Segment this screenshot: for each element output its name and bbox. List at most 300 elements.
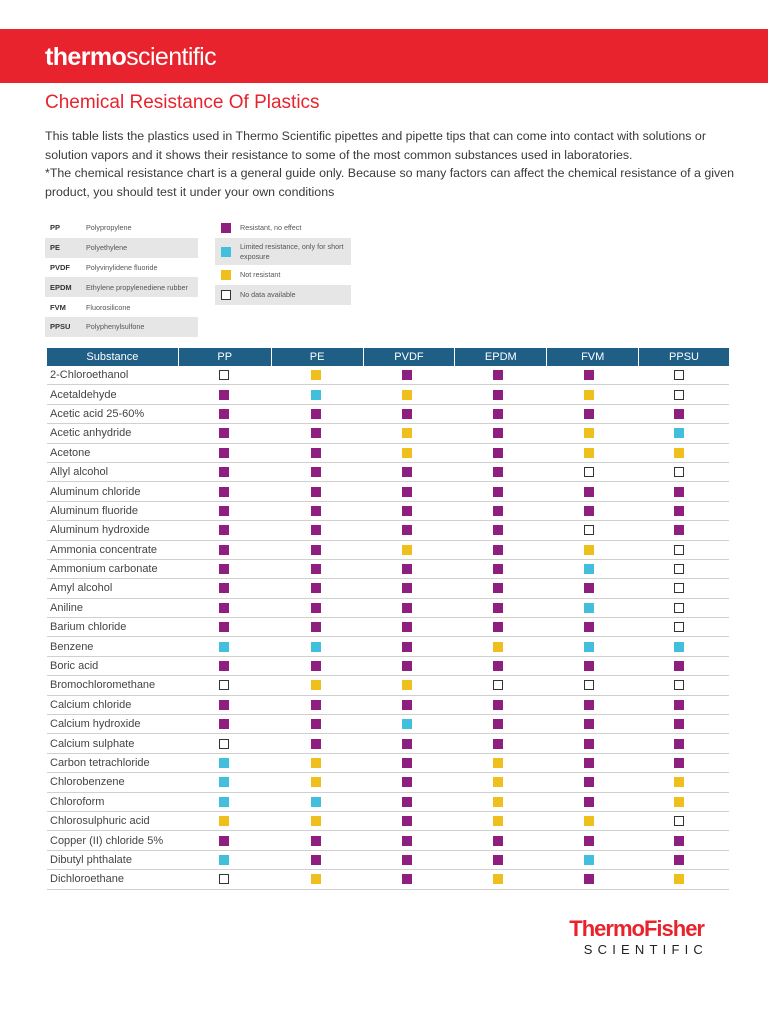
rating-cell — [178, 390, 270, 400]
table-row — [47, 870, 729, 889]
resistant-icon — [674, 506, 684, 516]
table-row — [47, 385, 729, 404]
rating-cell — [178, 836, 270, 846]
rating-cell — [543, 564, 634, 574]
key-label: Limited resistance, only for short exposure — [240, 241, 344, 261]
rating-cell — [452, 836, 543, 846]
rating-cell — [543, 680, 634, 690]
not-resistant-icon — [402, 680, 412, 690]
table-row — [47, 599, 729, 618]
column-header: PVDF — [364, 348, 455, 366]
logo-wordmark: ThermoFisher — [569, 916, 704, 941]
limited-resistance-icon — [584, 642, 594, 652]
rating-cell — [270, 525, 361, 535]
rating-cell — [361, 642, 452, 652]
resistant-icon — [674, 739, 684, 749]
rating-cell — [178, 758, 270, 768]
abbreviation-legend — [45, 218, 198, 337]
resistant-icon — [219, 525, 229, 535]
key-label: Not resistant — [240, 270, 281, 279]
rating-cell — [634, 448, 724, 458]
key-row — [215, 238, 351, 265]
abbreviation-name: Polyvinylidene fluoride — [86, 262, 158, 272]
resistant-icon — [674, 719, 684, 729]
disclaimer-paragraph: *The chemical resistance chart is a general guide only. Because so many factors can affect the chemical resistance of a given product, you should test it under your own conditions — [45, 166, 734, 199]
no-data-icon — [584, 680, 594, 690]
resistant-icon — [493, 622, 503, 632]
limited-resistance-icon — [584, 855, 594, 865]
no-data-icon — [674, 816, 684, 826]
rating-cell — [270, 642, 361, 652]
rating-cell — [270, 467, 361, 477]
rating-cell — [178, 487, 270, 497]
key-row — [215, 218, 351, 238]
rating-cell — [543, 428, 634, 438]
abbreviation-code: PPSU — [50, 322, 71, 332]
resistant-icon — [584, 370, 594, 380]
abbreviation-code: PP — [50, 223, 61, 233]
rating-cell — [178, 448, 270, 458]
rating-cell — [634, 506, 724, 516]
rating-cell — [543, 777, 634, 787]
table-row — [47, 618, 729, 637]
resistant-icon — [493, 448, 503, 458]
resistant-icon — [219, 622, 229, 632]
not-resistant-icon — [311, 816, 321, 826]
abbreviation-row — [45, 218, 198, 238]
resistant-icon — [402, 874, 412, 884]
resistant-icon — [493, 700, 503, 710]
rating-cell — [452, 603, 543, 613]
rating-cell — [634, 564, 724, 574]
key-swatch-icon — [221, 270, 231, 280]
resistant-icon — [493, 390, 503, 400]
resistant-icon — [674, 700, 684, 710]
resistant-icon — [311, 564, 321, 574]
resistant-icon — [584, 409, 594, 419]
resistant-icon — [584, 758, 594, 768]
rating-cell — [361, 564, 452, 574]
table-row — [47, 463, 729, 482]
rating-cell — [452, 816, 543, 826]
limited-resistance-icon — [219, 797, 229, 807]
resistant-icon — [493, 370, 503, 380]
rating-cell — [452, 855, 543, 865]
resistant-icon — [219, 467, 229, 477]
rating-cell — [361, 700, 452, 710]
rating-cell — [634, 428, 724, 438]
no-data-icon — [674, 370, 684, 380]
substance-name: Barium chloride — [50, 621, 127, 634]
resistant-icon — [311, 583, 321, 593]
not-resistant-icon — [674, 777, 684, 787]
resistant-icon — [402, 506, 412, 516]
rating-cell — [361, 370, 452, 380]
not-resistant-icon — [584, 448, 594, 458]
no-data-icon — [584, 467, 594, 477]
resistant-icon — [493, 603, 503, 613]
no-data-icon — [219, 370, 229, 380]
substance-name: Acetic acid 25-60% — [50, 407, 145, 420]
resistant-icon — [674, 855, 684, 865]
rating-cell — [178, 680, 270, 690]
rating-cell — [452, 390, 543, 400]
rating-cell — [270, 797, 361, 807]
rating-cell — [178, 816, 270, 826]
resistant-icon — [584, 739, 594, 749]
rating-cell — [634, 874, 724, 884]
rating-cell — [178, 583, 270, 593]
rating-cell — [634, 390, 724, 400]
no-data-icon — [493, 680, 503, 690]
resistant-icon — [584, 506, 594, 516]
substance-name: Acetone — [50, 446, 91, 459]
rating-cell — [361, 487, 452, 497]
rating-cell — [543, 719, 634, 729]
table-row — [47, 366, 729, 385]
rating-cell — [178, 642, 270, 652]
resistant-icon — [584, 874, 594, 884]
rating-cell — [361, 622, 452, 632]
substance-name: Copper (II) chloride 5% — [50, 834, 164, 847]
resistant-icon — [311, 428, 321, 438]
rating-cell — [361, 797, 452, 807]
rating-cell — [452, 583, 543, 593]
resistant-icon — [493, 428, 503, 438]
abbreviation-row — [45, 277, 198, 297]
rating-cell — [178, 525, 270, 535]
limited-resistance-icon — [674, 428, 684, 438]
resistant-icon — [219, 448, 229, 458]
substance-name: Allyl alcohol — [50, 466, 109, 479]
no-data-icon — [674, 680, 684, 690]
resistant-icon — [674, 758, 684, 768]
rating-cell — [270, 564, 361, 574]
not-resistant-icon — [311, 874, 321, 884]
rating-cell — [178, 603, 270, 613]
resistant-icon — [584, 700, 594, 710]
column-header: Substance — [47, 348, 178, 366]
rating-cell — [270, 390, 361, 400]
rating-cell — [270, 583, 361, 593]
rating-cell — [270, 855, 361, 865]
rating-cell — [543, 390, 634, 400]
key-row — [215, 285, 351, 305]
table-row — [47, 541, 729, 560]
rating-cell — [452, 661, 543, 671]
rating-cell — [178, 409, 270, 419]
rating-cell — [270, 700, 361, 710]
rating-cell — [361, 680, 452, 690]
resistant-icon — [674, 836, 684, 846]
rating-cell — [270, 816, 361, 826]
not-resistant-icon — [674, 448, 684, 458]
resistant-icon — [402, 603, 412, 613]
rating-cell — [452, 797, 543, 807]
rating-cell — [543, 642, 634, 652]
key-row — [215, 265, 351, 285]
rating-cell — [270, 487, 361, 497]
resistant-icon — [402, 700, 412, 710]
substance-name: Ammonia concentrate — [50, 543, 157, 556]
resistant-icon — [219, 583, 229, 593]
resistant-icon — [584, 797, 594, 807]
column-header: EPDM — [455, 348, 546, 366]
limited-resistance-icon — [402, 719, 412, 729]
column-header: PE — [272, 348, 363, 366]
resistant-icon — [493, 545, 503, 555]
table-row — [47, 560, 729, 579]
rating-cell — [634, 370, 724, 380]
rating-cell — [270, 545, 361, 555]
resistant-icon — [402, 370, 412, 380]
resistance-table — [47, 348, 729, 890]
not-resistant-icon — [584, 428, 594, 438]
resistant-icon — [674, 525, 684, 535]
not-resistant-icon — [493, 642, 503, 652]
rating-cell — [178, 467, 270, 477]
substance-name: Boric acid — [50, 660, 99, 673]
rating-cell — [178, 622, 270, 632]
rating-cell — [452, 370, 543, 380]
table-row — [47, 521, 729, 540]
rating-cell — [452, 409, 543, 419]
key-label: No data available — [240, 290, 296, 299]
rating-cell — [543, 836, 634, 846]
resistant-icon — [219, 409, 229, 419]
substance-name: Chlorosulphuric acid — [50, 815, 150, 828]
abbreviation-row — [45, 258, 198, 278]
resistant-icon — [584, 583, 594, 593]
rating-cell — [452, 739, 543, 749]
resistant-icon — [402, 525, 412, 535]
rating-cell — [543, 855, 634, 865]
rating-cell — [634, 758, 724, 768]
table-row — [47, 773, 729, 792]
rating-cell — [178, 797, 270, 807]
not-resistant-icon — [219, 816, 229, 826]
table-header — [47, 348, 729, 366]
resistant-icon — [311, 719, 321, 729]
rating-cell — [634, 719, 724, 729]
rating-cell — [452, 467, 543, 477]
resistant-icon — [493, 525, 503, 535]
substance-name: Aluminum chloride — [50, 485, 141, 498]
not-resistant-icon — [674, 874, 684, 884]
no-data-icon — [674, 583, 684, 593]
intro-text — [45, 127, 735, 201]
resistant-icon — [311, 448, 321, 458]
abbreviation-code: FVM — [50, 302, 66, 312]
limited-resistance-icon — [219, 855, 229, 865]
rating-cell — [361, 428, 452, 438]
not-resistant-icon — [311, 680, 321, 690]
rating-cell — [178, 564, 270, 574]
rating-cell — [178, 506, 270, 516]
rating-cell — [270, 428, 361, 438]
substance-name: Ammonium carbonate — [50, 563, 158, 576]
limited-resistance-icon — [219, 642, 229, 652]
rating-cell — [270, 777, 361, 787]
not-resistant-icon — [493, 797, 503, 807]
table-row — [47, 502, 729, 521]
rating-cell — [634, 739, 724, 749]
rating-cell — [270, 370, 361, 380]
limited-resistance-icon — [219, 758, 229, 768]
resistant-icon — [311, 409, 321, 419]
rating-cell — [361, 719, 452, 729]
resistant-icon — [584, 622, 594, 632]
rating-cell — [543, 603, 634, 613]
rating-cell — [452, 758, 543, 768]
resistant-icon — [402, 409, 412, 419]
abbreviation-name: Ethylene propylenediene rubber — [86, 282, 188, 292]
substance-name: 2-Chloroethanol — [50, 369, 129, 382]
table-row — [47, 405, 729, 424]
substance-name: Chloroform — [50, 795, 105, 808]
resistant-icon — [311, 506, 321, 516]
rating-cell — [634, 487, 724, 497]
rating-cell — [361, 739, 452, 749]
not-resistant-icon — [402, 390, 412, 400]
substance-name: Carbon tetrachloride — [50, 757, 150, 769]
rating-cell — [634, 409, 724, 419]
no-data-icon — [219, 680, 229, 690]
not-resistant-icon — [402, 448, 412, 458]
rating-cell — [270, 448, 361, 458]
not-resistant-icon — [493, 816, 503, 826]
abbreviation-name: Polypropylene — [86, 223, 132, 233]
rating-cell — [452, 448, 543, 458]
brand-logo: thermoscientific — [45, 43, 217, 71]
resistant-icon — [493, 739, 503, 749]
no-data-icon — [674, 390, 684, 400]
substance-name: Aluminum hydroxide — [50, 524, 150, 537]
rating-cell — [178, 855, 270, 865]
rating-cell — [361, 390, 452, 400]
page-title: Chemical Resistance Of Plastics — [45, 92, 320, 113]
rating-cell — [452, 487, 543, 497]
no-data-icon — [219, 874, 229, 884]
no-data-icon — [674, 603, 684, 613]
not-resistant-icon — [311, 370, 321, 380]
table-row — [47, 637, 729, 656]
abbreviation-row — [45, 297, 198, 317]
substance-name: Acetic anhydride — [50, 427, 132, 440]
rating-cell — [634, 622, 724, 632]
not-resistant-icon — [402, 428, 412, 438]
rating-cell — [634, 545, 724, 555]
resistant-icon — [311, 525, 321, 535]
rating-cell — [543, 816, 634, 826]
rating-cell — [270, 506, 361, 516]
rating-cell — [452, 622, 543, 632]
resistant-icon — [311, 467, 321, 477]
rating-cell — [634, 836, 724, 846]
substance-name: Benzene — [50, 640, 94, 653]
rating-cell — [178, 545, 270, 555]
rating-cell — [634, 680, 724, 690]
rating-cell — [270, 680, 361, 690]
not-resistant-icon — [311, 758, 321, 768]
resistant-icon — [402, 797, 412, 807]
resistant-icon — [311, 739, 321, 749]
resistant-icon — [219, 603, 229, 613]
rating-cell — [543, 797, 634, 807]
resistant-icon — [311, 661, 321, 671]
not-resistant-icon — [584, 390, 594, 400]
table-body — [47, 366, 729, 890]
rating-cell — [452, 680, 543, 690]
limited-resistance-icon — [674, 642, 684, 652]
resistant-icon — [493, 467, 503, 477]
rating-cell — [361, 874, 452, 884]
rating-cell — [270, 836, 361, 846]
table-row — [47, 831, 729, 850]
substance-name: Calcium sulphate — [50, 737, 135, 750]
resistant-icon — [402, 816, 412, 826]
rating-cell — [270, 603, 361, 613]
rating-cell — [361, 467, 452, 477]
rating-cell — [634, 797, 724, 807]
table-row — [47, 424, 729, 443]
rating-cell — [270, 719, 361, 729]
abbreviation-code: EPDM — [50, 282, 72, 292]
rating-cell — [634, 661, 724, 671]
not-resistant-icon — [674, 797, 684, 807]
resistant-icon — [311, 836, 321, 846]
key-swatch-icon — [221, 223, 231, 233]
column-header: PPSU — [639, 348, 729, 366]
rating-cell — [361, 448, 452, 458]
resistant-icon — [219, 836, 229, 846]
rating-cell — [452, 564, 543, 574]
resistant-icon — [311, 700, 321, 710]
rating-cell — [270, 409, 361, 419]
resistant-icon — [402, 622, 412, 632]
resistant-icon — [219, 700, 229, 710]
substance-name: Calcium hydroxide — [50, 718, 141, 731]
rating-cell — [361, 409, 452, 419]
rating-cell — [634, 777, 724, 787]
rating-cell — [634, 700, 724, 710]
rating-cell — [543, 661, 634, 671]
resistant-icon — [584, 836, 594, 846]
resistant-icon — [219, 564, 229, 574]
rating-cell — [361, 603, 452, 613]
rating-cell — [543, 448, 634, 458]
table-row — [47, 482, 729, 501]
rating-cell — [270, 622, 361, 632]
no-data-icon — [219, 739, 229, 749]
resistant-icon — [219, 661, 229, 671]
substance-name: Acetaldehyde — [50, 388, 117, 401]
resistant-icon — [584, 661, 594, 671]
resistant-icon — [402, 564, 412, 574]
substance-name: Calcium chloride — [50, 698, 132, 711]
not-resistant-icon — [311, 777, 321, 787]
resistant-icon — [311, 487, 321, 497]
rating-cell — [361, 855, 452, 865]
rating-cell — [452, 642, 543, 652]
substance-name: Dichloroethane — [50, 873, 124, 886]
not-resistant-icon — [493, 777, 503, 787]
table-row — [47, 734, 729, 753]
resistant-icon — [219, 487, 229, 497]
abbreviation-name: Polyethylene — [86, 243, 128, 253]
no-data-icon — [674, 622, 684, 632]
abbreviation-name: Fluorosilicone — [86, 302, 131, 312]
